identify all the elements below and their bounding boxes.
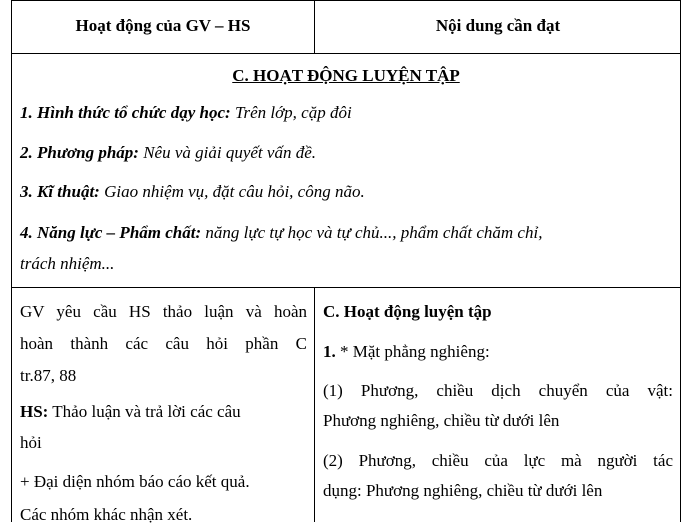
section-row-divider — [11, 287, 681, 288]
section-item-form — [20, 103, 352, 123]
right-p2-line-1: (2) Phương, chiều của lực mà người tác — [323, 451, 673, 470]
left-report-line-2: Các nhóm khác nhận xét. — [20, 505, 193, 524]
header-row-divider — [11, 53, 681, 54]
right-p1-line-1: (1) Phương, chiều dịch chuyển của vật: — [323, 381, 673, 400]
item-value: năng lực tự học và tự chủ..., phẩm chất chăm chỉ, — [201, 223, 543, 242]
hs-text: Thảo luận và trả lời các câu — [48, 402, 241, 421]
right-item-1 — [323, 342, 490, 362]
left-line-3: tr.87, 88 — [20, 366, 77, 385]
item-value: Nêu và giải quyết vấn đề. — [138, 143, 316, 162]
section-item-method — [20, 143, 316, 163]
item-text: * Mặt phẳng nghiêng: — [335, 342, 490, 361]
left-hs-line — [20, 402, 307, 422]
header-content-title: Nội dung cần đạt — [435, 16, 561, 35]
item-label: 3. Kĩ thuật: — [20, 182, 100, 201]
header-activity-title: Hoạt động của GV – HS — [75, 16, 251, 35]
left-hs-line-2: hỏi — [20, 433, 42, 452]
item-label: 1. Hình thức tổ chức dạy học: — [20, 103, 231, 122]
item-label: 4. Năng lực – Phẩm chất: — [20, 223, 202, 242]
right-heading: C. Hoạt động luyện tập — [323, 302, 492, 321]
section-item-technique — [20, 182, 365, 202]
body-column-divider — [314, 287, 315, 522]
section-item-competency-cont: trách nhiệm... — [20, 254, 115, 273]
item-label: 2. Phương pháp: — [20, 143, 139, 162]
section-title: C. HOẠT ĐỘNG LUYỆN TẬP — [232, 66, 460, 85]
section-item-competency — [20, 223, 542, 243]
item-value: Giao nhiệm vụ, đặt câu hỏi, công não. — [99, 182, 365, 201]
left-line-2: hoàn thành các câu hỏi phần C — [20, 334, 307, 353]
left-line-1: GV yêu cầu HS thảo luận và hoàn — [20, 302, 307, 321]
item-value: Trên lớp, cặp đôi — [230, 103, 352, 122]
left-report-line-1: + Đại diện nhóm báo cáo kết quả. — [20, 472, 250, 491]
table-top-border — [11, 0, 681, 1]
right-p2-line-2: dụng: Phương nghiêng, chiều từ dưới lên — [323, 481, 603, 500]
right-p1-line-2: Phương nghiêng, chiều từ dưới lên — [323, 411, 560, 430]
item-number: 1. — [323, 342, 336, 361]
hs-label: HS: — [20, 402, 49, 421]
